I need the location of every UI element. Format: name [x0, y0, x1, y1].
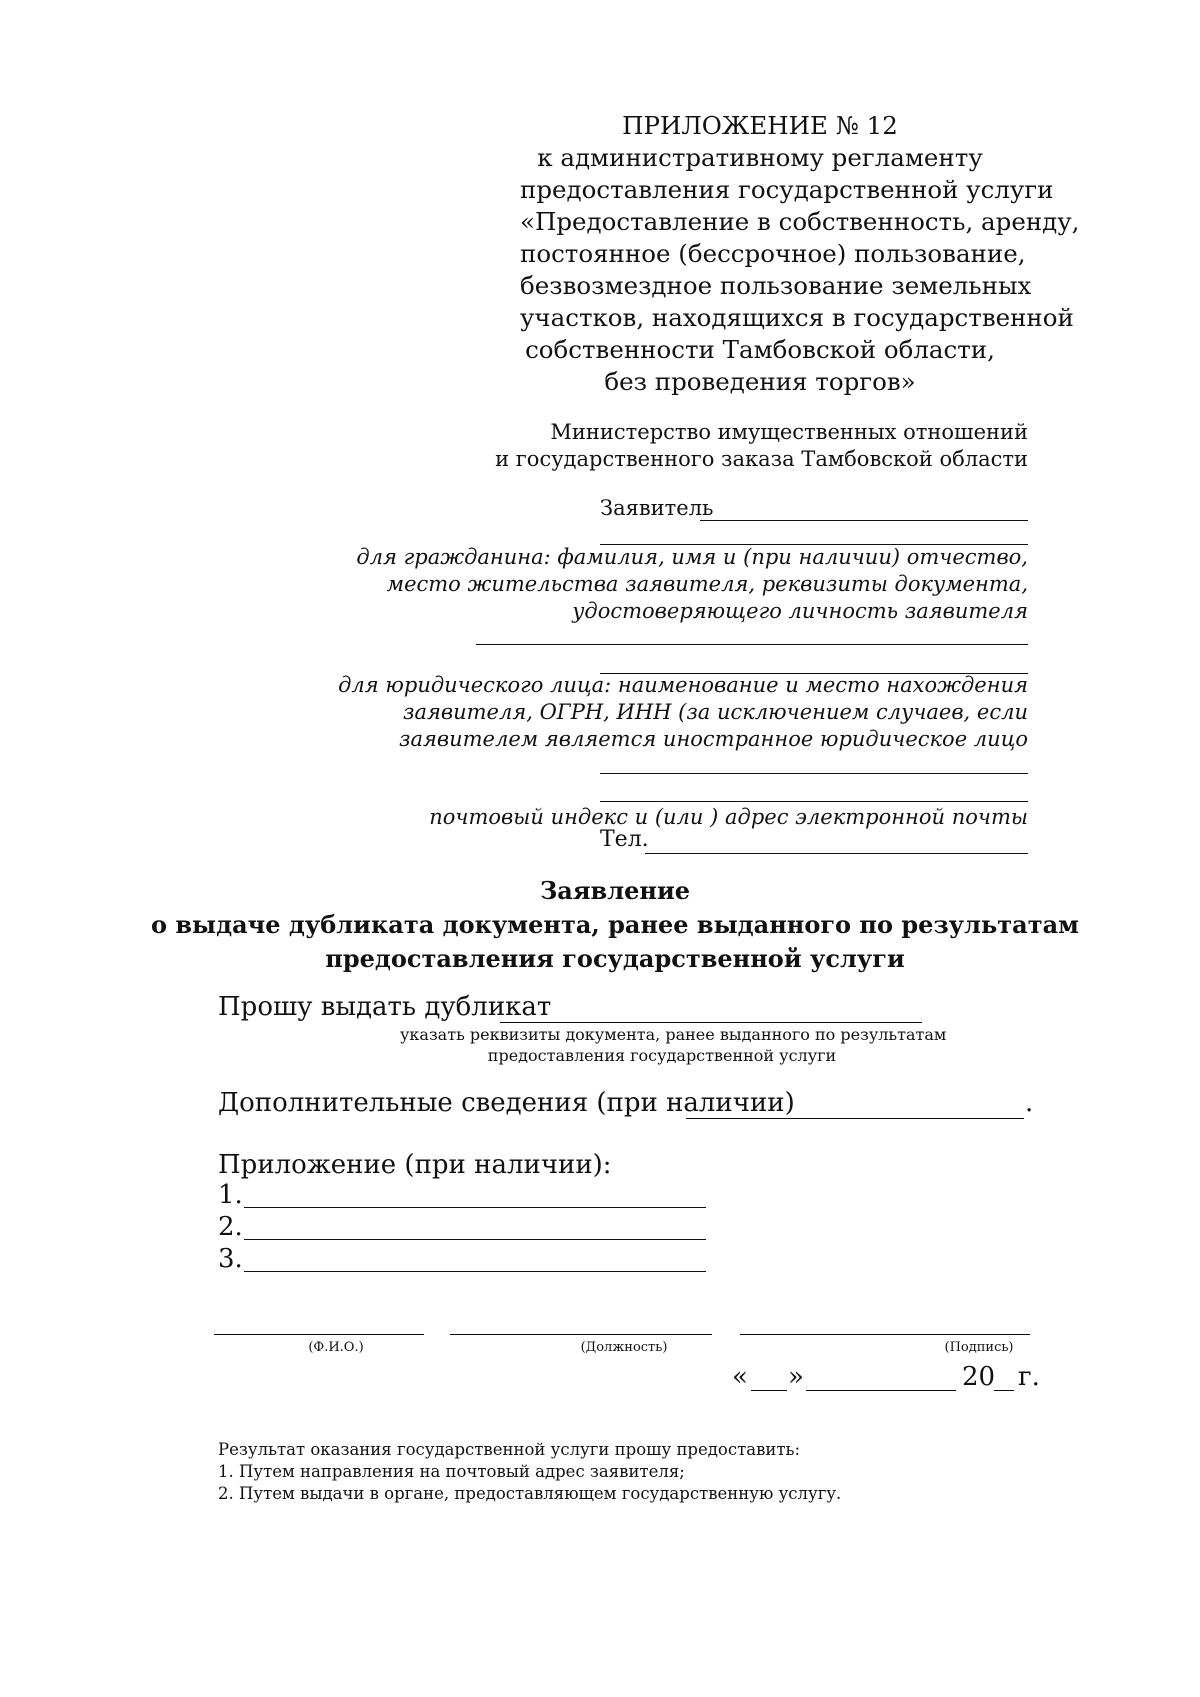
attachment-field[interactable] — [244, 1239, 706, 1240]
result-title: Результат оказания государственной услуги прошу предоставить: — [218, 1440, 801, 1459]
appendix-line: собственности Тамбовской области, — [525, 335, 995, 364]
attachment-number: 1. — [218, 1180, 243, 1210]
addressee-line: и государственного заказа Тамбовской области — [495, 447, 1028, 471]
appendix-line: без проведения торгов» — [604, 367, 916, 396]
position-caption: (Должность) — [580, 1340, 668, 1355]
result-option: 2. Путем выдачи в органе, предоставляющем государственную услугу. — [218, 1484, 842, 1503]
postal-field-line[interactable] — [600, 801, 1028, 802]
attachments-label: Приложение (при наличии): — [218, 1150, 612, 1180]
citizen-hint: удостоверяющего личность заявителя — [572, 599, 1028, 623]
phone-field[interactable] — [645, 853, 1028, 854]
signature-field[interactable] — [740, 1334, 1030, 1335]
position-field[interactable] — [450, 1334, 712, 1335]
citizen-field-line[interactable] — [476, 644, 1028, 645]
applicant-label: Заявитель — [600, 496, 714, 520]
citizen-hint: место жительства заявителя, реквизиты документа, — [386, 572, 1028, 596]
appendix-line: безвозмездное пользование земельных — [520, 271, 1032, 300]
additional-field[interactable] — [686, 1118, 1024, 1119]
legal-hint: заявителем является иностранное юридическое лицо — [398, 727, 1028, 751]
date-year-suffix: г. — [1018, 1362, 1040, 1392]
request-hint: предоставления государственной услуги — [487, 1046, 837, 1065]
attachment-field[interactable] — [244, 1271, 706, 1272]
appendix-title: ПРИЛОЖЕНИЕ № 12 — [622, 111, 898, 140]
legal-field-line[interactable] — [600, 773, 1028, 774]
request-hint: указать реквизиты документа, ранее выданного по результатам — [400, 1025, 947, 1044]
appendix-line: постоянное (бессрочное) пользование, — [520, 239, 1026, 268]
date-month-field[interactable] — [806, 1390, 956, 1391]
appendix-line: участков, находящихся в государственной — [520, 303, 1074, 332]
date-day-field[interactable] — [751, 1390, 787, 1391]
statement-subtitle: о выдаче дубликата документа, ранее выданного по результатам — [151, 910, 1079, 939]
attachment-number: 3. — [218, 1244, 243, 1274]
date-year-field[interactable] — [994, 1390, 1014, 1391]
date-year-prefix: 20 — [962, 1362, 996, 1392]
request-label: Прошу выдать дубликат — [218, 992, 552, 1022]
postal-hint: почтовый индекс и (или ) адрес электронной почты — [429, 805, 1028, 829]
request-field[interactable] — [500, 1022, 922, 1023]
statement-subtitle: предоставления государственной услуги — [325, 944, 905, 973]
result-option: 1. Путем направления на почтовый адрес заявителя; — [218, 1462, 685, 1481]
appendix-line: к административному регламенту — [537, 143, 983, 172]
legal-hint: для юридического лица: наименование и место нахождения — [338, 673, 1028, 697]
statement-title: Заявление — [539, 876, 691, 905]
attachment-field[interactable] — [244, 1207, 706, 1208]
legal-hint: заявителя, ОГРН, ИНН (за исключением случаев, если — [403, 700, 1028, 724]
signature-caption: (Подпись) — [944, 1340, 1014, 1355]
appendix-line: «Предоставление в собственность, аренду, — [520, 207, 1080, 236]
additional-label: Дополнительные сведения (при наличии) — [218, 1088, 795, 1118]
applicant-field[interactable] — [700, 520, 1028, 521]
fio-caption: (Ф.И.О.) — [308, 1340, 364, 1355]
fio-field[interactable] — [214, 1334, 424, 1335]
appendix-line: предоставления государственной услуги — [520, 175, 1054, 204]
attachment-number: 2. — [218, 1212, 243, 1242]
date-quote-open: « — [732, 1362, 748, 1392]
phone-label: Тел. — [600, 827, 649, 852]
addressee-line: Министерство имущественных отношений — [550, 420, 1028, 444]
additional-end: . — [1025, 1088, 1034, 1118]
citizen-hint: для гражданина: фамилия, имя и (при наличии) отчество, — [356, 545, 1028, 569]
date-quote-close: » — [788, 1362, 804, 1392]
